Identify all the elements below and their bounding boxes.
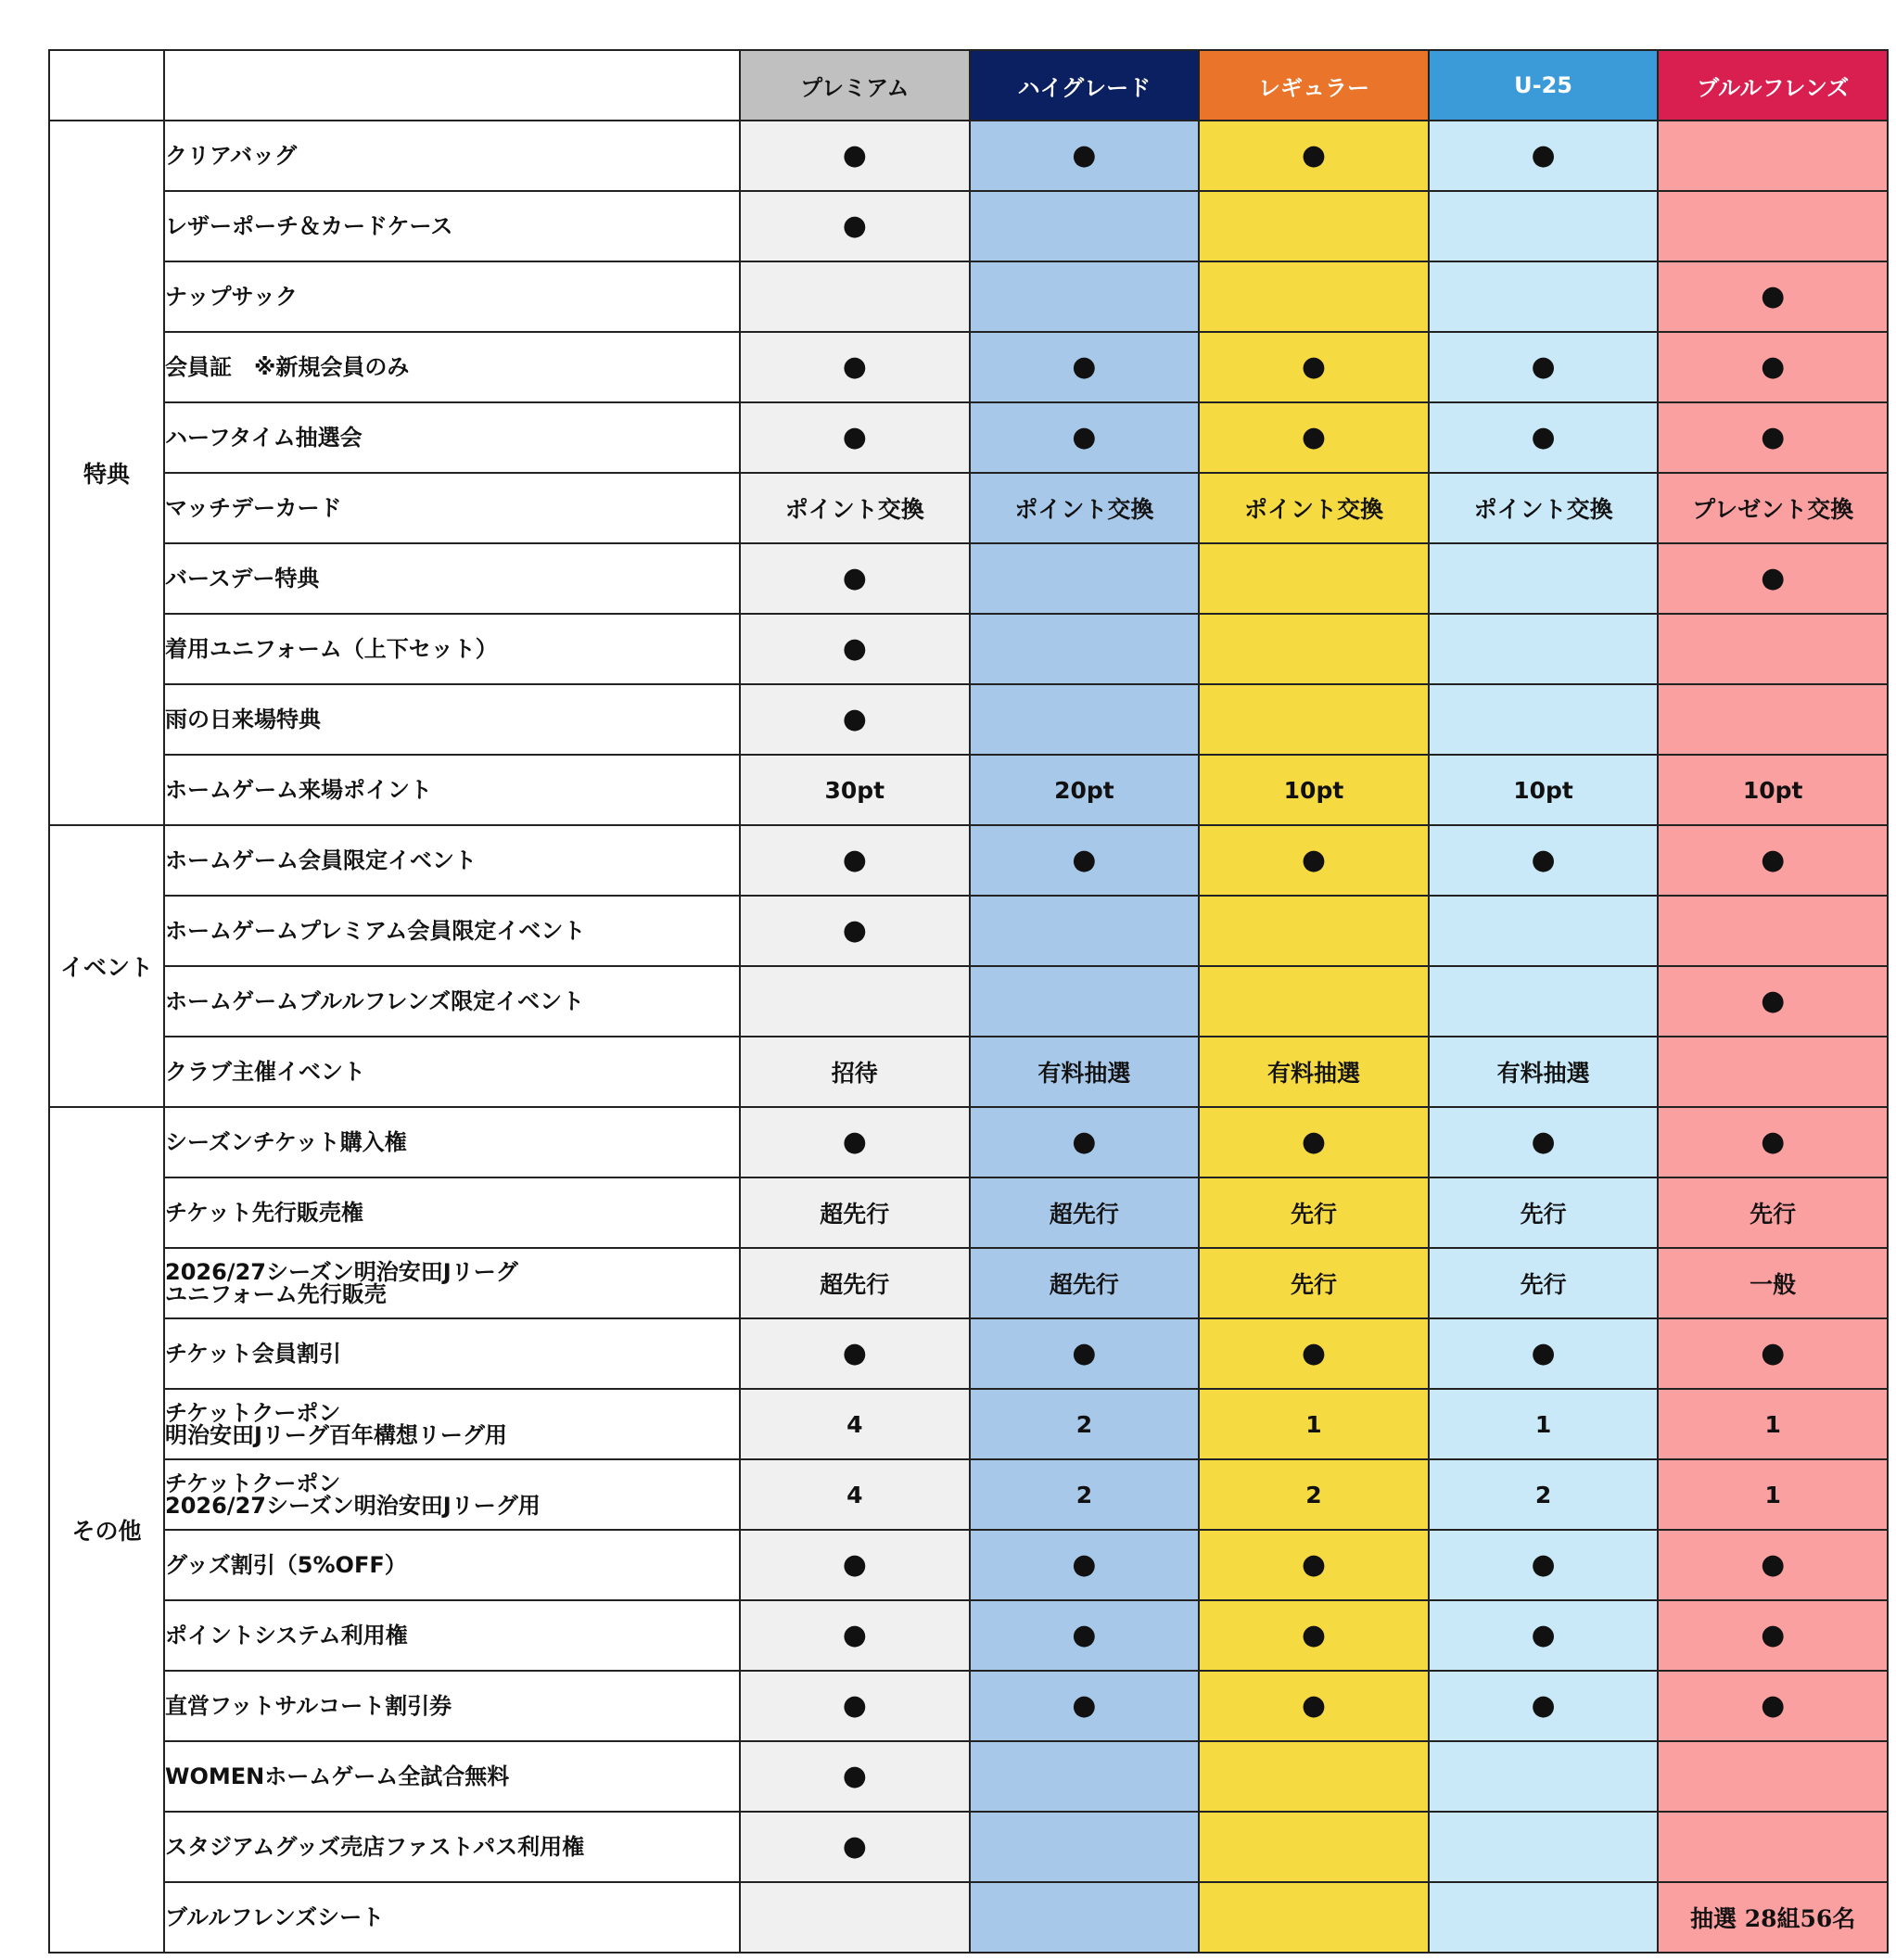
plan-value-cell [1658,1741,1888,1812]
plan-value-cell [1658,121,1888,191]
plan-value-cell: 有料抽選 [1429,1037,1659,1107]
plan-value-cell: ● [1429,1671,1659,1741]
benefit-label [164,1882,740,1953]
benefit-label [164,614,740,684]
benefit-label-line: クラブ主催イベント [165,1059,365,1085]
plan-value-cell: 先行 [1199,1248,1429,1318]
benefit-label-line: ポイントシステム利用権 [165,1623,408,1648]
plan-value-cell: ● [1199,1107,1429,1177]
table-row [49,1600,1888,1671]
benefit-label-line: 2026/27シーズン明治安田Jリーグ [165,1259,518,1285]
plan-value-cell: ● [1429,1107,1659,1177]
plan-value-cell [1658,191,1888,261]
plan-value-cell: ● [970,121,1200,191]
benefit-label-line: チケット会員割引 [165,1341,341,1367]
benefit-label [164,684,740,755]
plan-value-cell [1199,966,1429,1037]
plan-value-cell: ● [1429,1530,1659,1600]
benefit-label-line: 着用ユニフォーム（上下セット） [165,636,498,662]
plan-value-cell [970,543,1200,614]
plan-value-cell: 超先行 [970,1177,1200,1248]
plan-value-cell: ポイント交換 [1429,473,1659,543]
plan-value-cell: ● [970,1600,1200,1671]
plan-value-cell [970,1882,1200,1953]
plan-value-cell: ● [740,1741,970,1812]
plan-value-cell: 2 [1199,1459,1429,1530]
benefit-label-line: ブルルフレンズシート [165,1904,385,1930]
benefit-label-line: ナップサック [165,284,299,310]
table-row [49,966,1888,1037]
plan-value-cell [1429,966,1659,1037]
plan-value-cell: 先行 [1199,1177,1429,1248]
benefit-label-line: レザーポーチ＆カードケース [165,213,453,239]
table-row [49,825,1888,896]
plan-header-regular: レギュラー [1199,50,1429,121]
plan-value-cell: ● [1658,966,1888,1037]
plan-value-cell: 超先行 [740,1177,970,1248]
table-row [49,1741,1888,1812]
table-row [49,191,1888,261]
plan-value-cell [1429,1882,1659,1953]
plan-value-cell: ● [740,543,970,614]
benefit-label [164,755,740,825]
benefit-label [164,896,740,966]
plan-value-cell [740,1882,970,1953]
plan-value-cell: 有料抽選 [970,1037,1200,1107]
benefit-label-line: ユニフォーム先行販売 [165,1281,387,1307]
table-row [49,1530,1888,1600]
category-cell: その他 [49,1107,164,1953]
plan-value-cell: ● [970,1671,1200,1741]
plan-value-cell [1658,1812,1888,1882]
plan-value-cell: ● [1429,1600,1659,1671]
plan-value-cell: ● [1658,1107,1888,1177]
plan-value-cell [970,684,1200,755]
benefit-label [164,1812,740,1882]
benefit-label-line: ホームゲーム会員限定イベント [165,847,477,873]
benefit-label-line: ホームゲームプレミアム会員限定イベント [165,918,586,944]
benefit-label-line: 会員証 ※新規会員のみ [165,354,410,380]
plan-value-cell [970,191,1200,261]
plan-value-cell: 4 [740,1459,970,1530]
plan-value-cell: ● [970,402,1200,473]
plan-value-cell: ● [740,1600,970,1671]
plan-value-cell: 2 [970,1459,1200,1530]
plan-value-cell: 先行 [1429,1248,1659,1318]
benefit-label-line: クリアバッグ [165,143,298,169]
plan-value-cell [1658,1037,1888,1107]
table-row [49,332,1888,402]
benefit-label-line: ホームゲーム来場ポイント [165,777,432,803]
table-row [49,543,1888,614]
benefit-label-line: 直営フットサルコート割引券 [165,1693,452,1719]
benefit-label [164,1177,740,1248]
plan-value-cell [1199,1882,1429,1953]
plan-value-cell: 2 [970,1389,1200,1459]
plan-value-cell: ● [970,825,1200,896]
plan-value-cell [1199,684,1429,755]
plan-value-cell: 有料抽選 [1199,1037,1429,1107]
plan-value-cell [1429,261,1659,332]
benefit-label [164,332,740,402]
plan-value-cell: ● [1199,1671,1429,1741]
plan-value-cell: ● [1658,825,1888,896]
plan-value-cell: ● [740,825,970,896]
plan-header-premium: プレミアム [740,50,970,121]
plan-value-cell: ● [1658,1600,1888,1671]
benefit-label [164,1107,740,1177]
plan-value-cell [970,966,1200,1037]
benefit-label [164,1389,740,1459]
plan-value-cell: 招待 [740,1037,970,1107]
plan-value-cell: 1 [1658,1389,1888,1459]
corner-cell [49,50,164,121]
benefit-label [164,121,740,191]
table-row [49,1459,1888,1530]
plan-value-cell: 超先行 [740,1248,970,1318]
plan-value-cell: 2 [1429,1459,1659,1530]
benefit-label [164,1318,740,1389]
plan-value-cell [1429,1812,1659,1882]
plan-value-cell: ● [1658,1671,1888,1741]
benefit-label-line: チケットクーポン [165,1400,341,1426]
benefit-label-line: ハーフタイム抽選会 [165,425,363,451]
plan-value-cell [1429,614,1659,684]
benefit-label-line: ホームゲームブルルフレンズ限定イベント [165,988,585,1014]
plan-value-cell [1199,191,1429,261]
plan-value-cell [1199,614,1429,684]
benefit-label [164,473,740,543]
table-row [49,1248,1888,1318]
plan-value-cell: ● [740,1530,970,1600]
plan-value-cell: ● [1199,1530,1429,1600]
table-row [49,1812,1888,1882]
plan-value-cell: 1 [1658,1459,1888,1530]
plan-value-cell: 10pt [1429,755,1659,825]
plan-value-cell [1199,1812,1429,1882]
plan-value-cell: ● [740,1318,970,1389]
benefit-label-line: マッチデーカード [165,495,342,521]
benefit-label [164,543,740,614]
plan-value-cell: ● [740,402,970,473]
table-row [49,1318,1888,1389]
benefit-label-line: 雨の日来場特典 [165,706,321,732]
plan-value-cell: ● [740,1671,970,1741]
benefit-label [164,966,740,1037]
plan-value-cell: プレゼント交換 [1658,473,1888,543]
plan-value-cell: 10pt [1658,755,1888,825]
plan-header-highgrade: ハイグレード [970,50,1200,121]
plan-value-cell: ポイント交換 [740,473,970,543]
plan-value-cell: 1 [1429,1389,1659,1459]
plan-value-cell: 一般 [1658,1248,1888,1318]
membership-benefits-table [48,49,1889,1954]
plan-value-cell: 超先行 [970,1248,1200,1318]
table-row [49,261,1888,332]
plan-value-cell: ● [970,1318,1200,1389]
plan-value-cell: ● [970,1107,1200,1177]
plan-value-cell [1658,684,1888,755]
plan-value-cell: ● [1658,1530,1888,1600]
plan-value-cell [1199,1741,1429,1812]
plan-value-cell: ● [1199,402,1429,473]
plan-value-cell: ● [1199,825,1429,896]
plan-value-cell [1429,1741,1659,1812]
benefit-label-line: 2026/27シーズン明治安田Jリーグ用 [165,1493,541,1519]
plan-value-cell [740,261,970,332]
benefit-label-line: WOMENホームゲーム全試合無料 [165,1763,510,1789]
benefit-label [164,261,740,332]
plan-value-cell [970,261,1200,332]
table-row [49,1882,1888,1953]
plan-value-cell [970,1741,1200,1812]
plan-value-cell: 30pt [740,755,970,825]
benefit-label-line: グッズ割引（5%OFF） [165,1552,407,1578]
plan-value-cell [1658,896,1888,966]
plan-value-cell: ● [1429,402,1659,473]
plan-value-cell: ● [1199,332,1429,402]
plan-value-cell: ● [1199,1600,1429,1671]
plan-value-cell: ポイント交換 [1199,473,1429,543]
plan-value-cell: ● [740,896,970,966]
plan-value-cell: ● [1658,1318,1888,1389]
plan-value-cell: 20pt [970,755,1200,825]
table-row [49,1037,1888,1107]
benefit-label [164,1671,740,1741]
plan-value-cell: ● [1658,543,1888,614]
plan-value-cell: 10pt [1199,755,1429,825]
plan-value-cell: ● [740,121,970,191]
plan-value-cell: ● [740,684,970,755]
plan-value-cell [1429,684,1659,755]
plan-value-cell: 4 [740,1389,970,1459]
table-row [49,896,1888,966]
benefit-label-line: チケット先行販売権 [165,1200,363,1226]
plan-value-cell [970,614,1200,684]
plan-value-cell [1429,896,1659,966]
plan-value-cell [970,1812,1200,1882]
plan-value-cell: ● [970,332,1200,402]
plan-value-cell: 先行 [1429,1177,1659,1248]
plan-value-cell: 先行 [1658,1177,1888,1248]
plan-value-cell: ● [740,1812,970,1882]
corner-cell [164,50,740,121]
plan-value-cell [1199,896,1429,966]
plan-value-cell: ● [1429,121,1659,191]
plan-value-cell: ● [740,191,970,261]
table-row [49,1107,1888,1177]
plan-value-cell: ● [1658,261,1888,332]
benefit-label-line: 明治安田Jリーグ百年構想リーグ用 [165,1422,507,1448]
plan-value-cell [1199,261,1429,332]
plan-header-bururu-friends: ブルルフレンズ [1658,50,1888,121]
benefit-label-line: シーズンチケット購入権 [165,1129,407,1155]
benefit-label [164,1037,740,1107]
plan-value-cell: 抽選 28組56名 [1658,1882,1888,1953]
benefit-label [164,825,740,896]
benefit-label-line: バースデー特典 [165,566,320,592]
category-cell: イベント [49,825,164,1107]
table-row [49,1389,1888,1459]
plan-value-cell: ● [1199,1318,1429,1389]
benefit-label-line: スタジアムグッズ売店ファストパス利用権 [165,1834,585,1860]
plan-value-cell: 1 [1199,1389,1429,1459]
plan-value-cell: ● [970,1530,1200,1600]
plan-value-cell: ● [1199,121,1429,191]
benefit-label-line: チケットクーポン [165,1470,341,1496]
plan-value-cell: ● [1658,402,1888,473]
benefit-label [164,1459,740,1530]
benefit-label [164,1248,740,1318]
plan-value-cell [970,896,1200,966]
plan-value-cell: ● [1429,825,1659,896]
benefit-label [164,402,740,473]
plan-header-u25: U-25 [1429,50,1659,121]
table-row [49,121,1888,191]
benefit-label [164,1600,740,1671]
plan-value-cell: ポイント交換 [970,473,1200,543]
plan-value-cell: ● [740,332,970,402]
table-row [49,1177,1888,1248]
plan-value-cell [1658,614,1888,684]
benefit-label [164,1530,740,1600]
plan-value-cell [1199,543,1429,614]
plan-value-cell [1429,543,1659,614]
header-row [49,50,1888,121]
benefit-label [164,1741,740,1812]
category-cell: 特典 [49,121,164,825]
table-row [49,614,1888,684]
plan-value-cell: ● [1429,332,1659,402]
plan-value-cell: ● [740,614,970,684]
table-row [49,684,1888,755]
table-row [49,473,1888,543]
plan-value-cell [740,966,970,1037]
plan-value-cell: ● [1658,332,1888,402]
plan-value-cell: ● [740,1107,970,1177]
plan-value-cell [1429,191,1659,261]
table-row [49,402,1888,473]
benefit-label [164,191,740,261]
table-row [49,1671,1888,1741]
plan-value-cell: ● [1429,1318,1659,1389]
table-row [49,755,1888,825]
